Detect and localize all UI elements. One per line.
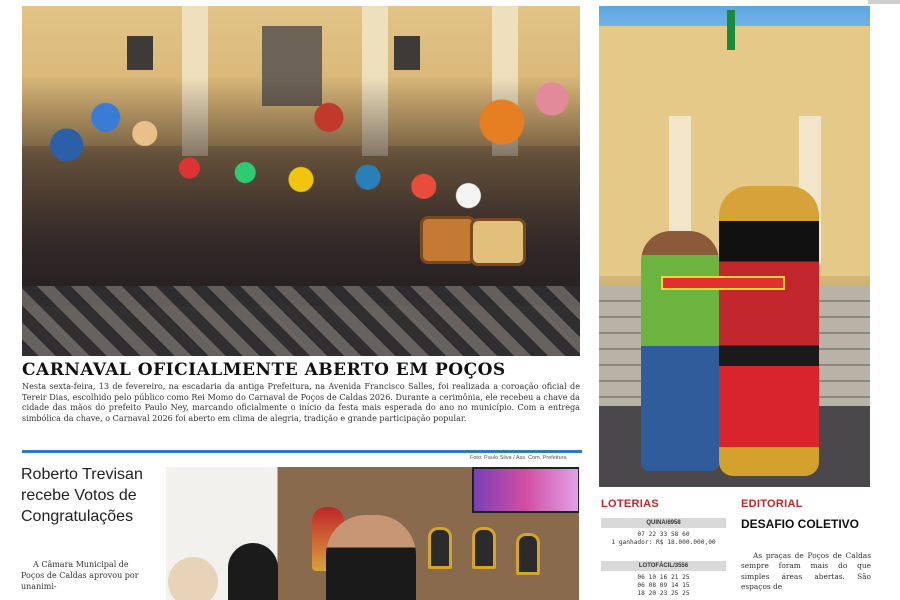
side-article-body: A Câmara Municipal de Poços de Caldas aprovou por unanimi-: [21, 560, 139, 591]
king-momo-key-photo: [599, 6, 870, 487]
page-corner-strip: [868, 0, 900, 4]
editorial-headline: DESAFIO COLETIVO: [741, 517, 860, 531]
main-article-body: Nesta sexta-feira, 13 de fevereiro, na escadaria da antiga Prefeitura, na Avenida Francisco Salles, foi realizada a coroação oficial de Tereir Dias, escolhido pelo público como Rei Momo do Carnaval de Poços de Caldas 2026. Durante a cerimônia, ele recebeu a chave da cidade das mãos do prefeito Paulo Ney, marcando oficialmente o início da festa mais esperada do ano no município. Com a entrega simbólica da chave, o Carnaval 2026 foi aberto em clima de alegria, tradição e grande participação popular.: [22, 381, 580, 424]
editorial-section-title: EDITORIAL: [741, 498, 803, 510]
main-headline: CARNAVAL OFICIALMENTE ABERTO EM POÇOS: [22, 360, 506, 380]
lotofacil-numbers-row: 06 08 09 14 15: [637, 582, 690, 589]
lottery-section-title: LOTERIAS: [601, 498, 660, 510]
council-office-photo: [166, 467, 579, 600]
photo-credit: Foto: Paulo Silva / Ass. Com. Prefeitura: [470, 455, 567, 461]
lotofacil-numbers-row: 18 20 23 25 25: [637, 590, 690, 597]
carnival-crowd-photo: [22, 6, 580, 356]
lotofacil-label: LOTOFÁCIL/3556: [601, 561, 726, 571]
quina-prize: 1 ganhador: R$ 18.000.000,00: [611, 539, 716, 546]
side-headline: Roberto Trevisan recebe Votos de Congratulações: [21, 466, 143, 525]
quina-label: QUINA/6958: [601, 518, 726, 528]
quina-numbers: 07 22 33 58 60: [637, 531, 690, 538]
section-divider: [22, 450, 582, 453]
lotofacil-numbers-row: 06 10 16 21 25: [637, 574, 690, 581]
editorial-body: As praças de Poços de Caldas sempre foram mais do que simples áreas abertas. São espaços de: [741, 551, 871, 592]
